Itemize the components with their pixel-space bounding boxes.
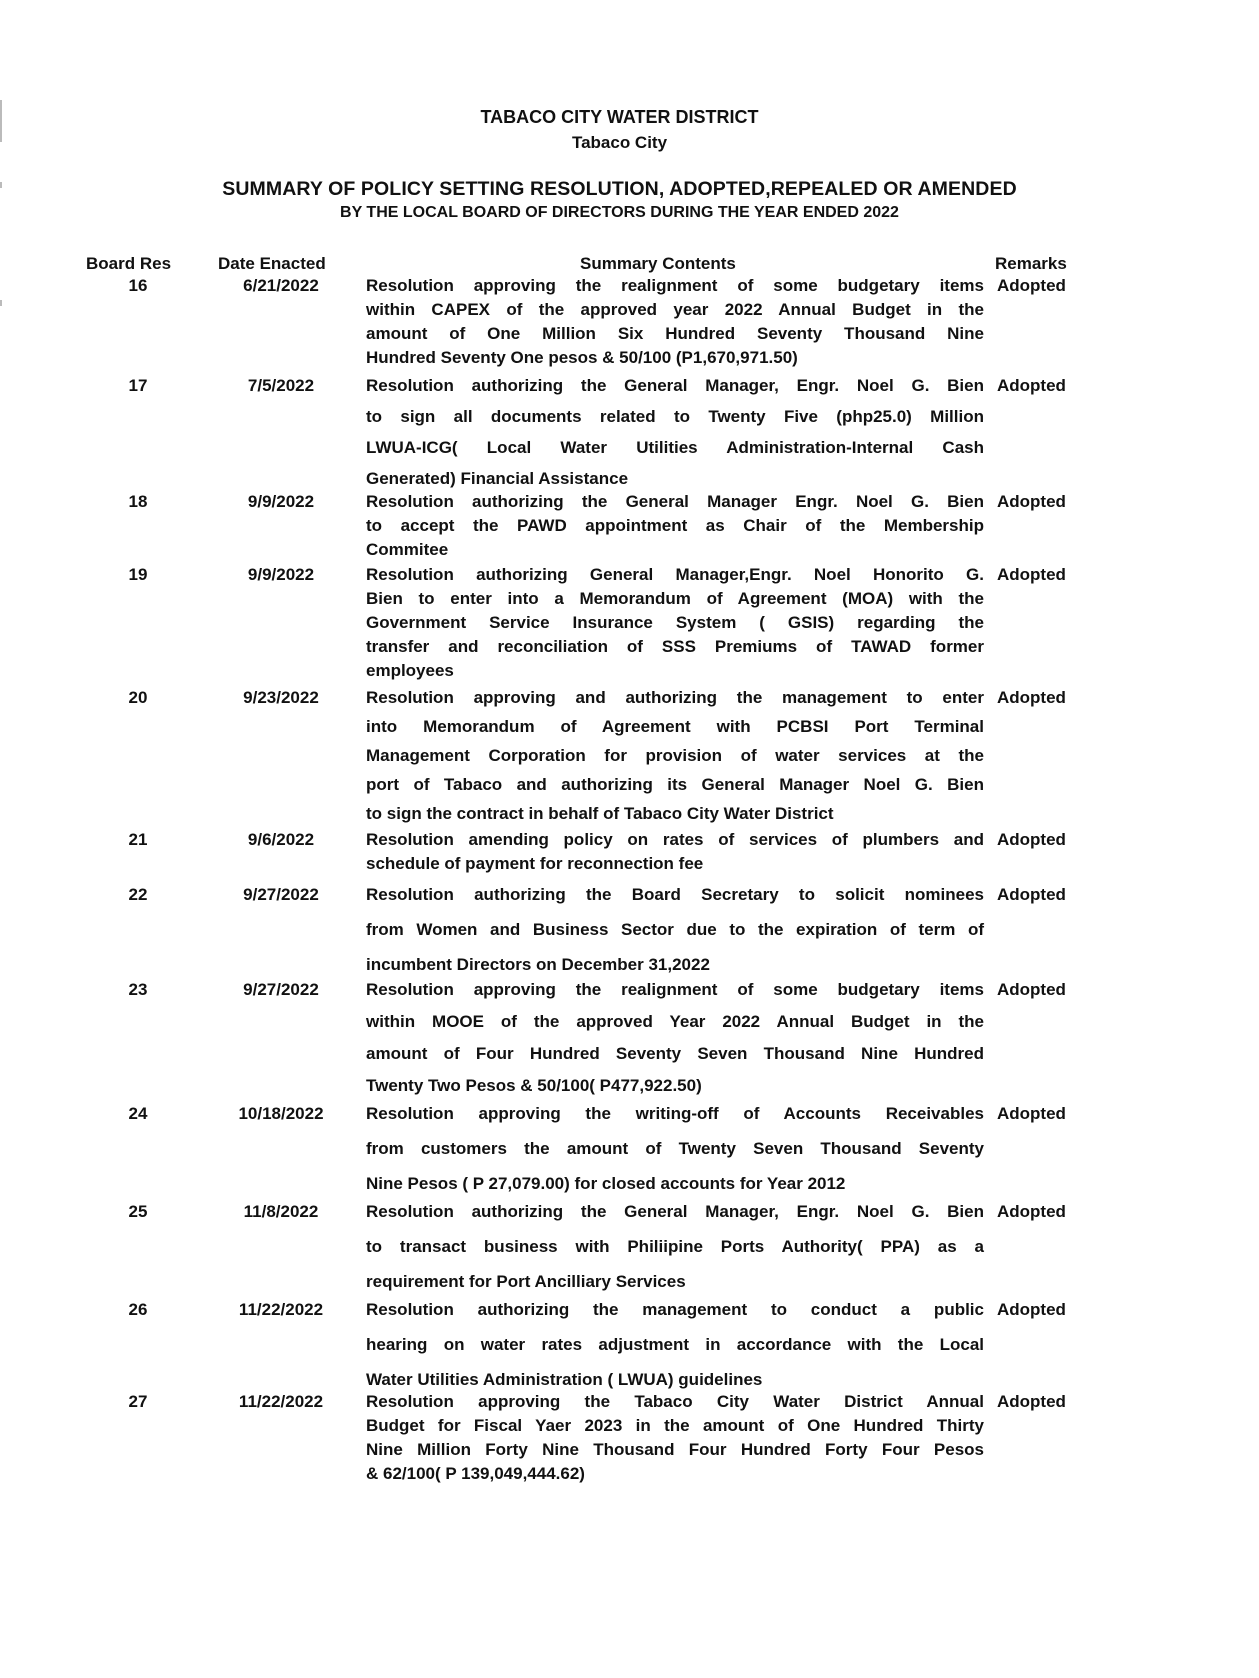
summary-line: Resolution approving the writing-off of Accounts Receivables xyxy=(366,1104,984,1123)
summary-line: Government Service Insurance System ( GSIS) regarding the xyxy=(366,613,984,632)
summary-line: Management Corporation for provision of water services at the xyxy=(366,746,984,765)
summary-line: from customers the amount of Twenty Seven Thousand Seventy xyxy=(366,1139,984,1158)
summary-contents xyxy=(366,877,984,982)
summary-line: amount of One Million Six Hundred Seventy Thousand Nine xyxy=(366,324,984,343)
summary-line: Resolution authorizing the General Manager, Engr. Noel G. Bien xyxy=(366,376,984,395)
column-header-summary: Summary Contents xyxy=(580,254,736,273)
organization-name: TABACO CITY WATER DISTRICT xyxy=(480,107,759,127)
remarks: Adopted xyxy=(997,1104,1066,1123)
organization-city: Tabaco City xyxy=(571,133,668,152)
summary-line: Hundred Seventy One pesos & 50/100 (P1,670,971.50) xyxy=(366,348,798,367)
summary-contents xyxy=(366,683,984,828)
remarks: Adopted xyxy=(997,492,1066,511)
summary-line: into Memorandum of Agreement with PCBSI Port Terminal xyxy=(366,717,984,736)
summary-contents xyxy=(366,1194,984,1299)
summary-line: port of Tabaco and authorizing its General Manager Noel G. Bien xyxy=(366,775,984,794)
summary-line: Water Utilities Administration ( LWUA) guidelines xyxy=(366,1370,763,1389)
summary-line: from Women and Business Sector due to the expiration of term of xyxy=(366,920,984,939)
board-res-number: 23 xyxy=(128,980,148,999)
remarks: Adopted xyxy=(997,688,1066,707)
document-subtitle: BY THE LOCAL BOARD OF DIRECTORS DURING THE YEAR ENDED 2022 xyxy=(340,204,899,221)
summary-line: requirement for Port Ancilliary Services xyxy=(366,1272,686,1291)
date-enacted: 7/5/2022 xyxy=(247,376,315,395)
summary-line: transfer and reconciliation of SSS Premiums of TAWAD former xyxy=(366,637,984,656)
board-res-number: 22 xyxy=(128,885,148,904)
summary-line: LWUA-ICG( Local Water Utilities Administration-Internal Cash xyxy=(366,438,984,457)
summary-line: incumbent Directors on December 31,2022 xyxy=(366,955,710,974)
summary-line: employees xyxy=(366,661,454,680)
date-enacted: 10/18/2022 xyxy=(238,1104,324,1123)
summary-line: to sign the contract in behalf of Tabaco City Water District xyxy=(366,804,834,823)
summary-contents xyxy=(366,1292,984,1397)
date-enacted: 9/23/2022 xyxy=(243,688,319,707)
column-header-remarks: Remarks xyxy=(995,254,1067,273)
summary-contents xyxy=(366,563,984,683)
date-enacted: 9/6/2022 xyxy=(247,830,315,849)
summary-contents xyxy=(366,1390,984,1486)
summary-contents xyxy=(366,974,984,1102)
board-res-number: 26 xyxy=(128,1300,148,1319)
remarks: Adopted xyxy=(997,1300,1066,1319)
summary-line: Bien to enter into a Memorandum of Agreement (MOA) with the xyxy=(366,589,984,608)
summary-line: Commitee xyxy=(366,540,449,559)
remarks: Adopted xyxy=(997,885,1066,904)
summary-contents xyxy=(366,370,984,494)
summary-line: Generated) Financial Assistance xyxy=(366,469,629,488)
summary-line: hearing on water rates adjustment in accordance with the Local xyxy=(366,1335,984,1354)
date-enacted: 9/9/2022 xyxy=(247,492,315,511)
column-header-board-res: Board Res xyxy=(86,254,172,273)
summary-line: within MOOE of the approved Year 2022 Annual Budget in the xyxy=(366,1012,984,1031)
summary-line: Resolution authorizing the management to conduct a public xyxy=(366,1300,984,1319)
date-enacted: 11/22/2022 xyxy=(238,1392,324,1411)
summary-contents xyxy=(366,1096,984,1201)
remarks: Adopted xyxy=(997,565,1066,584)
summary-line: Resolution authorizing the Board Secretary to solicit nominees xyxy=(366,885,984,904)
date-enacted: 11/8/2022 xyxy=(243,1202,319,1221)
remarks: Adopted xyxy=(997,1392,1066,1411)
board-res-number: 25 xyxy=(128,1202,148,1221)
remarks: Adopted xyxy=(997,376,1066,395)
summary-line: Twenty Two Pesos & 50/100( P477,922.50) xyxy=(366,1076,702,1095)
board-res-number: 27 xyxy=(128,1392,148,1411)
board-res-number: 19 xyxy=(128,565,148,584)
board-res-number: 16 xyxy=(128,276,148,295)
summary-contents xyxy=(366,490,984,562)
summary-line: amount of Four Hundred Seventy Seven Thousand Nine Hundred xyxy=(366,1044,984,1063)
scan-edge-marks xyxy=(0,0,3,1678)
board-res-number: 17 xyxy=(128,376,148,395)
summary-line: Resolution authorizing the General Manager Engr. Noel G. Bien xyxy=(366,492,984,511)
summary-line: Resolution authorizing the General Manager, Engr. Noel G. Bien xyxy=(366,1202,984,1221)
board-res-number: 20 xyxy=(128,688,148,707)
summary-line: Nine Million Forty Nine Thousand Four Hundred Forty Four Pesos xyxy=(366,1440,984,1459)
remarks: Adopted xyxy=(997,980,1066,999)
summary-line: within CAPEX of the approved year 2022 Annual Budget in the xyxy=(366,300,984,319)
board-res-number: 18 xyxy=(128,492,148,511)
board-res-number: 21 xyxy=(128,830,148,849)
column-header-date-enacted: Date Enacted xyxy=(218,254,326,273)
date-enacted: 9/9/2022 xyxy=(247,565,315,584)
summary-line: Nine Pesos ( P 27,079.00) for closed accounts for Year 2012 xyxy=(366,1174,846,1193)
board-res-number: 24 xyxy=(128,1104,148,1123)
summary-contents xyxy=(366,274,984,370)
summary-line: to accept the PAWD appointment as Chair of the Membership xyxy=(366,516,984,535)
summary-line: Resolution authorizing General Manager,Engr. Noel Honorito G. xyxy=(366,565,984,584)
summary-line: & 62/100( P 139,049,444.62) xyxy=(366,1464,585,1483)
summary-line: schedule of payment for reconnection fee xyxy=(366,854,704,873)
summary-line: Resolution approving and authorizing the management to enter xyxy=(366,688,984,707)
date-enacted: 9/27/2022 xyxy=(243,980,319,999)
summary-line: Resolution approving the realignment of some budgetary items xyxy=(366,276,984,295)
remarks: Adopted xyxy=(997,1202,1066,1221)
remarks: Adopted xyxy=(997,276,1066,295)
date-enacted: 11/22/2022 xyxy=(238,1300,324,1319)
summary-line: Resolution approving the Tabaco City Water District Annual xyxy=(366,1392,984,1411)
date-enacted: 9/27/2022 xyxy=(243,885,319,904)
document-title: SUMMARY OF POLICY SETTING RESOLUTION, ADOPTED,REPEALED OR AMENDED xyxy=(222,178,1017,200)
summary-contents xyxy=(366,828,984,876)
summary-line: to transact business with Philiipine Ports Authority( PPA) as a xyxy=(366,1237,984,1256)
summary-line: Resolution approving the realignment of some budgetary items xyxy=(366,980,984,999)
date-enacted: 6/21/2022 xyxy=(243,276,319,295)
remarks: Adopted xyxy=(997,830,1066,849)
summary-line: Budget for Fiscal Yaer 2023 in the amount of One Hundred Thirty xyxy=(366,1416,984,1435)
summary-line: Resolution amending policy on rates of services of plumbers and xyxy=(366,830,984,849)
summary-line: to sign all documents related to Twenty Five (php25.0) Million xyxy=(366,407,984,426)
